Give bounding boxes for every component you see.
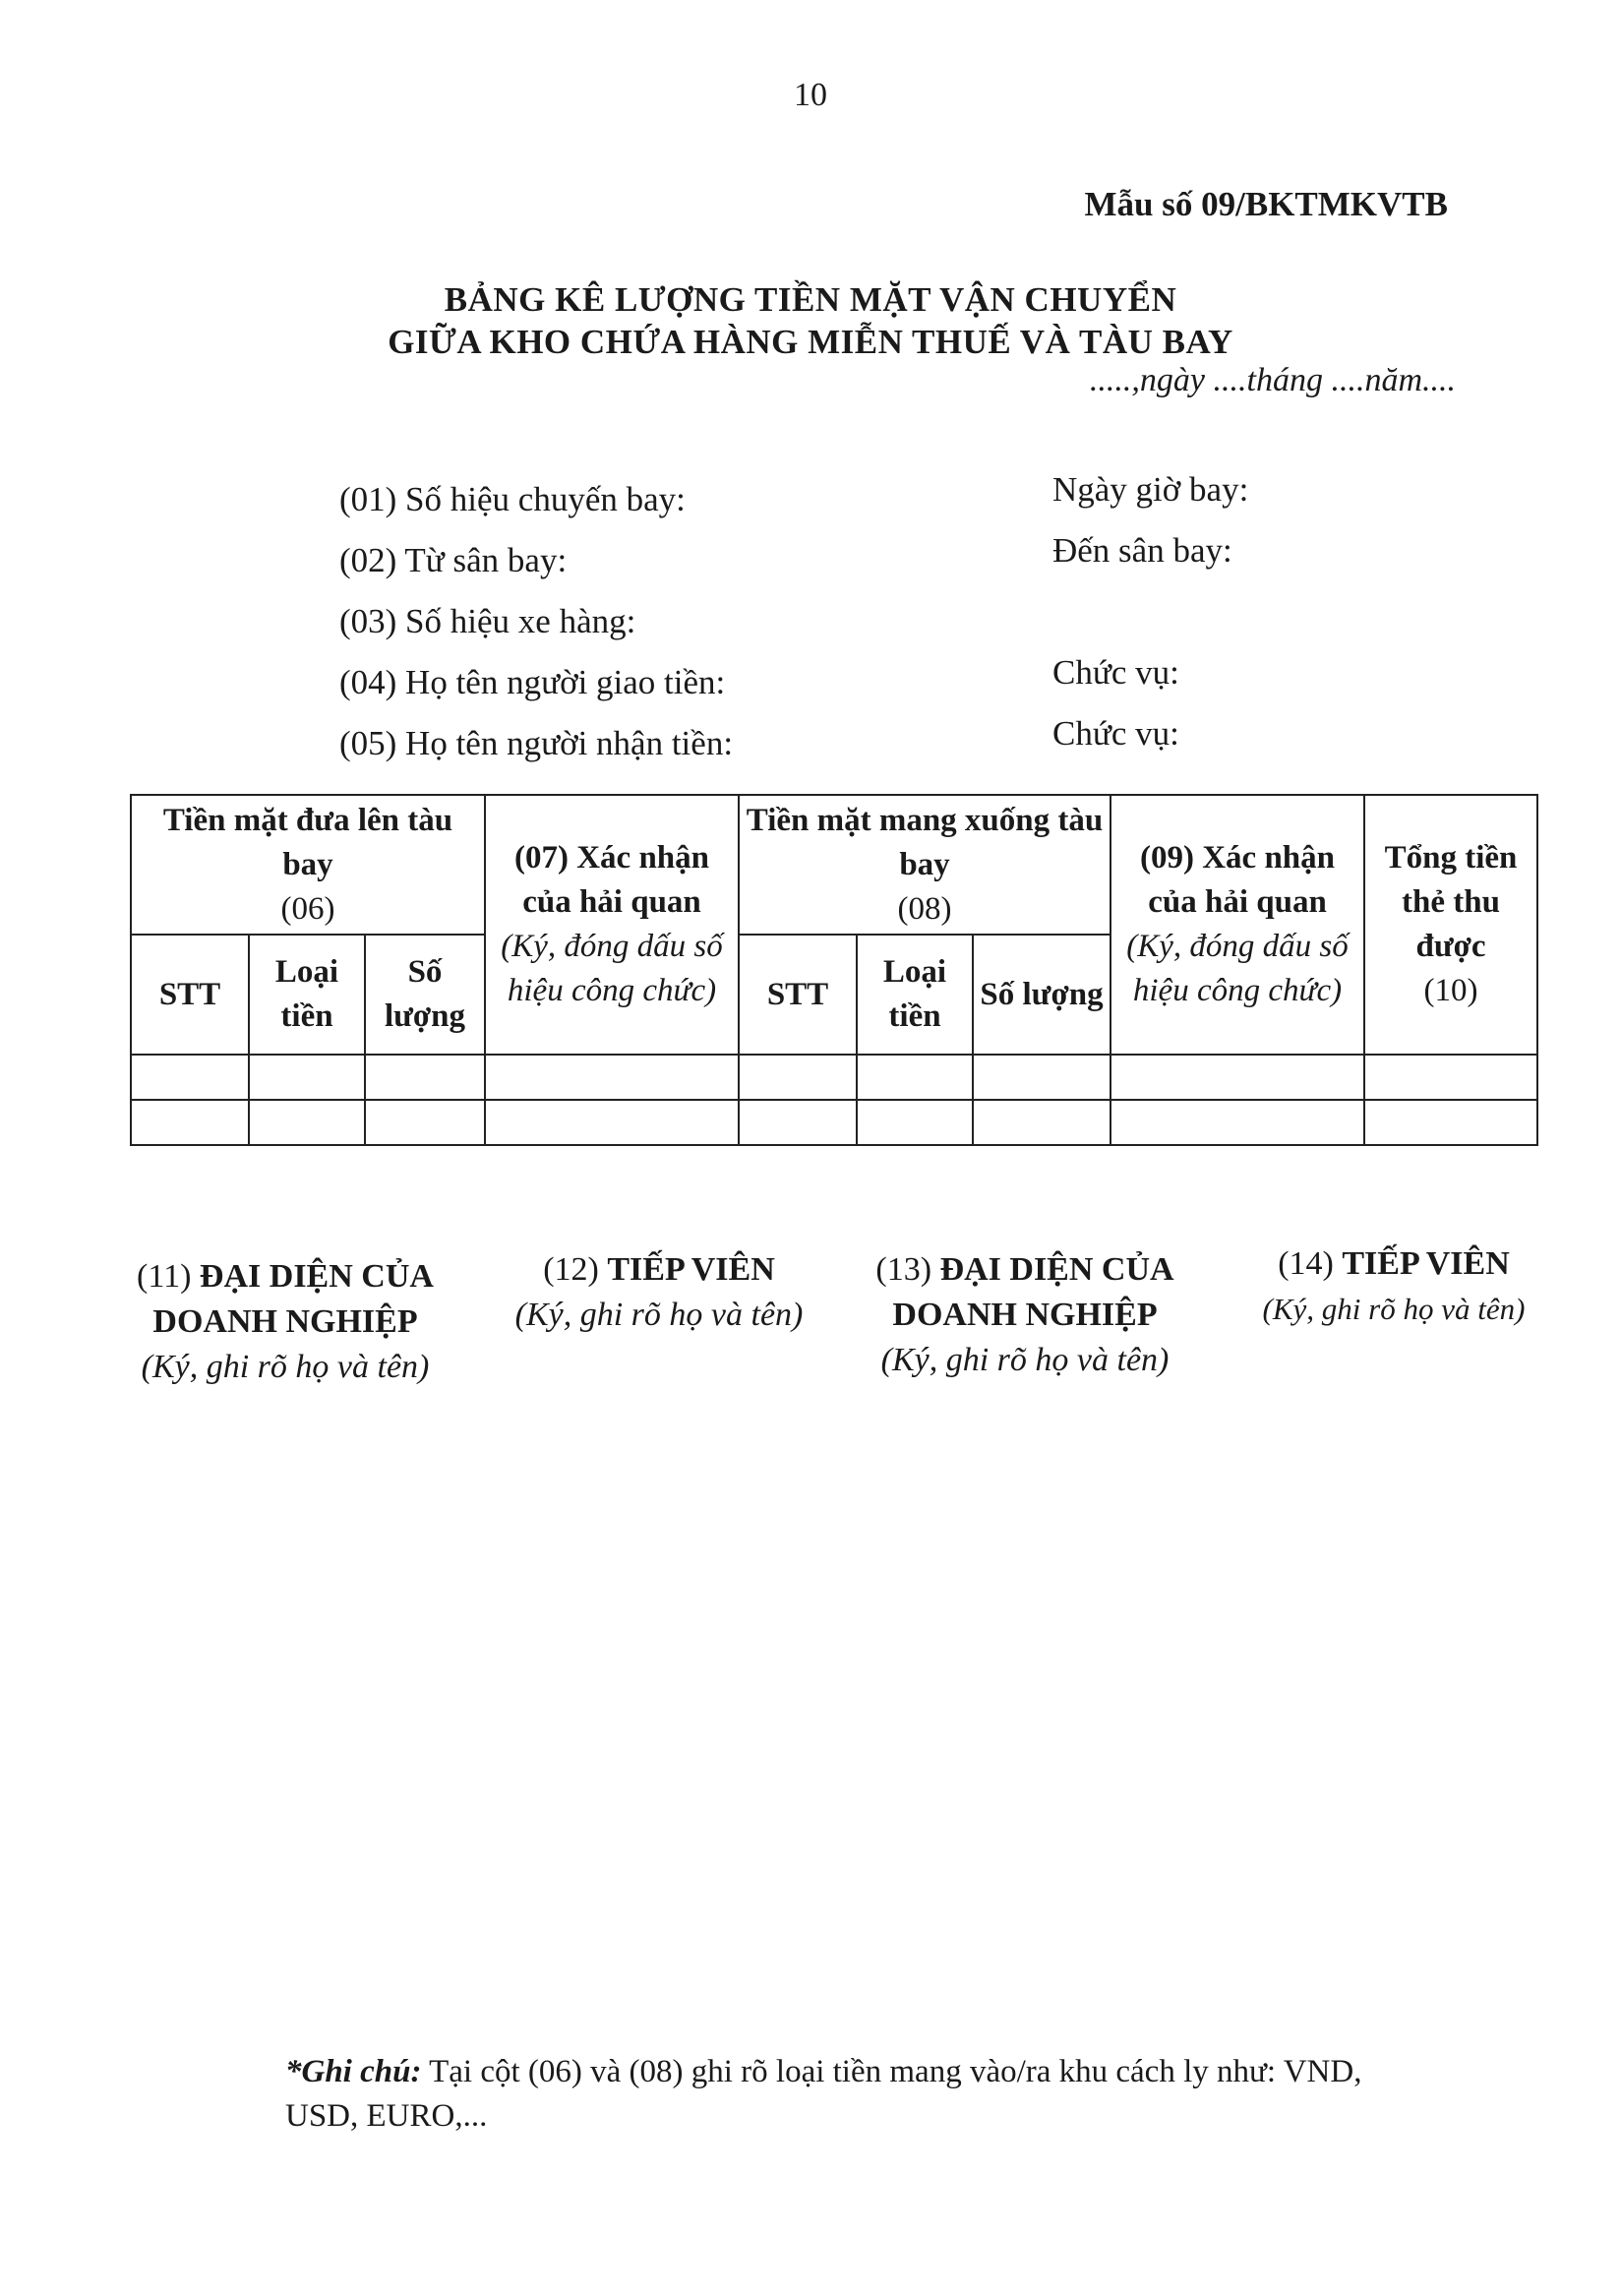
signature-12-num: (12) bbox=[543, 1251, 599, 1288]
signature-13-num: (13) bbox=[875, 1251, 932, 1288]
table-cell bbox=[1364, 1100, 1537, 1145]
signature-13-title2: DOANH NGHIỆP bbox=[892, 1297, 1158, 1333]
signature-block-13 bbox=[848, 1247, 1202, 1383]
signature-block-11 bbox=[108, 1254, 462, 1390]
signature-11-title1: ĐẠI DIỆN CỦA bbox=[199, 1258, 434, 1295]
signature-14-title: TIẾP VIÊN bbox=[1342, 1245, 1510, 1282]
subheader-stt-06: STT bbox=[131, 935, 249, 1055]
signature-12-title: TIẾP VIÊN bbox=[607, 1251, 775, 1288]
table-cell bbox=[249, 1100, 365, 1145]
table-cell bbox=[973, 1055, 1111, 1100]
signature-11-num: (11) bbox=[137, 1258, 192, 1295]
table-cell bbox=[1111, 1100, 1364, 1145]
field-flight-number: (01) Số hiệu chuyến bay: bbox=[339, 480, 686, 518]
table-row bbox=[131, 1100, 1537, 1145]
signature-14-num: (14) bbox=[1278, 1245, 1334, 1282]
header-customs-confirm-07-title: (07) Xác nhận của hải quan bbox=[513, 840, 710, 920]
table-cell bbox=[1364, 1055, 1537, 1100]
header-cash-offboard-num: (08) bbox=[897, 890, 952, 927]
table-cell bbox=[249, 1055, 365, 1100]
signature-13-title1: ĐẠI DIỆN CỦA bbox=[939, 1251, 1174, 1288]
field-sender-position: Chức vụ: bbox=[1052, 653, 1179, 692]
footnote bbox=[285, 2046, 1495, 2097]
subheader-quantity-06: Số lượng bbox=[365, 935, 485, 1055]
header-cash-onboard-title: Tiền mặt đưa lên tàu bay bbox=[162, 802, 453, 882]
signature-block-12 bbox=[497, 1247, 821, 1338]
field-flight-time: Ngày giờ bay: bbox=[1052, 470, 1249, 509]
table-cell bbox=[857, 1055, 973, 1100]
table-cell bbox=[739, 1055, 857, 1100]
table-cell bbox=[1111, 1055, 1364, 1100]
signature-12-note: (Ký, ghi rõ họ và tên) bbox=[514, 1297, 804, 1333]
field-receiver-position: Chức vụ: bbox=[1052, 714, 1179, 753]
table-cell bbox=[365, 1055, 485, 1100]
footnote-text-line2: USD, EURO,... bbox=[285, 2098, 488, 2134]
footnote-text: Tại cột (06) và (08) ghi rõ loại tiền mang vào/ra khu cách ly như: VND, bbox=[421, 2054, 1362, 2089]
form-code: Mẫu số 09/BKTMKVTB bbox=[1084, 185, 1448, 223]
field-cart-number: (03) Số hiệu xe hàng: bbox=[339, 602, 636, 640]
subheader-currency-08: Loại tiền bbox=[857, 935, 973, 1055]
footnote-label: *Ghi chú: bbox=[285, 2054, 422, 2089]
date-line: .....,ngày ....tháng ....năm.... bbox=[1089, 362, 1456, 398]
signature-block-14 bbox=[1241, 1241, 1546, 1332]
signature-13-note: (Ký, ghi rõ họ và tên) bbox=[880, 1342, 1170, 1378]
table-row bbox=[131, 1055, 1537, 1100]
field-sender-name: (04) Họ tên người giao tiền: bbox=[339, 663, 726, 701]
signature-11-title2: DOANH NGHIỆP bbox=[152, 1303, 418, 1340]
field-to-airport: Đến sân bay: bbox=[1052, 531, 1232, 570]
table-cell bbox=[485, 1100, 739, 1145]
header-customs-confirm-07 bbox=[485, 795, 739, 1055]
table-cell bbox=[857, 1100, 973, 1145]
table-cell bbox=[131, 1055, 249, 1100]
field-from-airport: (02) Từ sân bay: bbox=[339, 541, 568, 579]
header-customs-confirm-09-title: (09) Xác nhận của hải quan bbox=[1140, 840, 1336, 920]
header-total-card-title: Tổng tiền thẻ thu được bbox=[1384, 840, 1518, 964]
signature-14-note: (Ký, ghi rõ họ và tên) bbox=[1262, 1292, 1526, 1326]
subheader-quantity-08: Số lượng bbox=[973, 935, 1111, 1055]
table-cell bbox=[485, 1055, 739, 1100]
header-customs-confirm-09 bbox=[1111, 795, 1364, 1055]
header-customs-confirm-07-note: (Ký, đóng dấu số hiệu công chức) bbox=[501, 929, 723, 1008]
signature-11-note: (Ký, ghi rõ họ và tên) bbox=[141, 1349, 430, 1385]
document-title-line2: GIỮA KHO CHỨA HÀNG MIỄN THUẾ VÀ TÀU BAY bbox=[388, 323, 1233, 361]
field-receiver-name: (05) Họ tên người nhận tiền: bbox=[339, 724, 734, 762]
table-cell bbox=[365, 1100, 485, 1145]
table-cell bbox=[973, 1100, 1111, 1145]
header-cash-onboard bbox=[131, 795, 485, 935]
header-total-card-num: (10) bbox=[1423, 973, 1478, 1008]
header-cash-onboard-num: (06) bbox=[280, 890, 335, 927]
header-cash-offboard-title: Tiền mặt mang xuống tàu bay bbox=[746, 802, 1104, 882]
subheader-currency-06: Loại tiền bbox=[249, 935, 365, 1055]
cash-table bbox=[130, 794, 1538, 1146]
header-cash-offboard bbox=[739, 795, 1111, 935]
document-title-line1: BẢNG KÊ LƯỢNG TIỀN MẶT VẬN CHUYỂN bbox=[444, 280, 1177, 319]
table-cell bbox=[739, 1100, 857, 1145]
header-total-card bbox=[1364, 795, 1537, 1055]
header-customs-confirm-09-note: (Ký, đóng dấu số hiệu công chức) bbox=[1126, 929, 1349, 1008]
table-cell bbox=[131, 1100, 249, 1145]
page-number: 10 bbox=[794, 77, 827, 113]
subheader-stt-08: STT bbox=[739, 935, 857, 1055]
